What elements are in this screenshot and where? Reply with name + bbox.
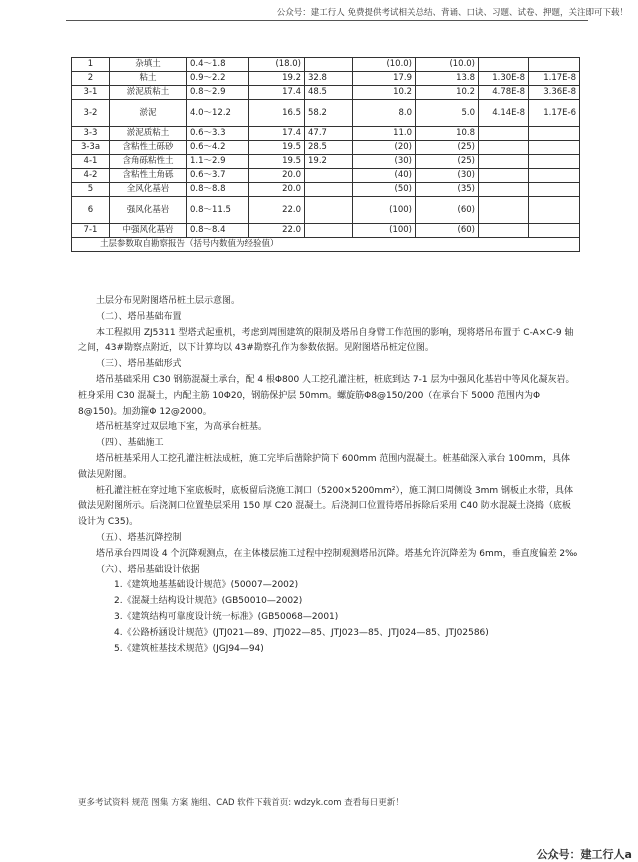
table-cell: 含粘性土角砾 [110, 169, 187, 183]
table-cell: 20.0 [249, 183, 305, 197]
table-cell: 16.5 [249, 100, 305, 127]
table-cell [305, 224, 353, 238]
table-row [72, 127, 580, 141]
table-cell: 5 [72, 183, 110, 197]
table-cell: 淤泥 [110, 100, 187, 127]
table-cell: 淤泥质粘土 [110, 86, 187, 100]
table-cell [529, 141, 580, 155]
table-cell: 1.30E-8 [479, 72, 529, 86]
table-cell [529, 58, 580, 72]
reference-item: 5.《建筑桩基技术规范》(JGJ94—94) [114, 643, 264, 654]
table-cell: (20) [353, 141, 416, 155]
table-cell [479, 183, 529, 197]
table-cell: 0.8～11.5 [187, 197, 249, 224]
table-cell: 5.0 [416, 100, 479, 127]
table-row [72, 183, 580, 197]
table-cell: (50) [353, 183, 416, 197]
paragraph-post-cast-hole: 桩孔灌注桩在穿过地下室底板时，底板留后浇施工洞口（5200×5200mm²），施工洞口周侧设 3mm 钢板止水带，具体做法见附图所示。后浇洞口位置垫层采用 150 厚 C20 混凝土。后浇洞口位置待塔吊拆除后采用 C40 防水混凝土浇捣（底板设计为 C35)。 [78, 485, 573, 528]
table-cell: 淤泥质粘土 [110, 127, 187, 141]
table-cell: 含粘性土砾砂 [110, 141, 187, 155]
table-cell: 中强风化基岩 [110, 224, 187, 238]
table-cell: 4-1 [72, 155, 110, 169]
table-cell: 6 [72, 197, 110, 224]
table-cell: 17.4 [249, 86, 305, 100]
table-cell: 3-3 [72, 127, 110, 141]
table-cell: (30) [353, 155, 416, 169]
table-cell [305, 197, 353, 224]
table-cell: 0.6～3.3 [187, 127, 249, 141]
paragraph-settlement-control: 塔吊承台四周设 4 个沉降观测点，在主体楼层施工过程中控制观测塔吊沉降。塔基允许沉降差为 6mm，垂直度偏差 2‰ [96, 548, 578, 559]
paragraph-crane-layout: 本工程拟用 ZJ5311 型塔式起重机，考虑到周围建筑的限制及塔吊自身臂工作范围的影响，现将塔吊布置于 C-A×C-9 轴之间，43#勘察点附近，以下计算均以 43#勘察孔作为参数依据。见附图塔吊桩定位图。 [78, 327, 574, 354]
table-cell [529, 183, 580, 197]
table-cell: 8.0 [353, 100, 416, 127]
paragraph-pile-construction: 塔吊桩基采用人工挖孔灌注桩法成桩，施工完毕后凿除护筒下 600mm 范围内混凝土。桩基础深入承台 100mm，具体做法见附图。 [78, 453, 571, 480]
table-cell: 4-2 [72, 169, 110, 183]
header-rule [66, 20, 588, 21]
paragraph-foundation-form: 塔吊基础采用 C30 钢筋混凝土承台，配 4 根Φ800 人工挖孔灌注桩，桩底到达 7-1 层为中强风化基岩中等风化凝灰岩。桩身采用 C30 混凝土，内配主筋 10Φ20，钢筋保护层 50mm。螺旋筋Φ8@150/200（在承台下 5000 范围内为Φ 8@150)。加劲箍Φ 12@2000。 [78, 374, 575, 417]
table-cell: 58.2 [305, 100, 353, 127]
table-cell: (25) [416, 141, 479, 155]
table-cell: 10.2 [416, 86, 479, 100]
table-cell: 22.0 [249, 224, 305, 238]
table-cell: (60) [416, 197, 479, 224]
table-cell: 0.8～2.9 [187, 86, 249, 100]
table-cell: 19.5 [249, 141, 305, 155]
table-cell [479, 58, 529, 72]
table-cell: 32.8 [305, 72, 353, 86]
table-cell: 3.36E-8 [529, 86, 580, 100]
section-heading-3: （三）、塔吊基础形式 [96, 359, 182, 370]
document-body [78, 294, 578, 657]
section-heading-6: （六）、塔吊基础设计依据 [96, 564, 200, 575]
table-row [72, 58, 580, 72]
table-cell: 0.9～2.2 [187, 72, 249, 86]
table-cell: 3-2 [72, 100, 110, 127]
table-cell: (60) [416, 224, 479, 238]
table-cell: 13.8 [416, 72, 479, 86]
table-cell [479, 197, 529, 224]
table-cell [479, 224, 529, 238]
section-heading-5: （五）、塔基沉降控制 [96, 532, 182, 543]
table-cell: 0.4～1.8 [187, 58, 249, 72]
table-cell: 17.9 [353, 72, 416, 86]
page-footer: 更多考试资料 规范 图集 方案 施组、CAD 软件下载首页: wdzyk.com 查看每日更新！ [78, 798, 404, 808]
table-footnote: 土层参数取自勘察报告（括号内数值为经验值） [72, 238, 580, 252]
table-cell [529, 224, 580, 238]
table-row [72, 169, 580, 183]
table-cell [529, 197, 580, 224]
table-cell: 1.1～2.9 [187, 155, 249, 169]
table-cell [479, 127, 529, 141]
table-cell: 19.2 [305, 155, 353, 169]
table-cell: 强风化基岩 [110, 197, 187, 224]
table-cell: (35) [416, 183, 479, 197]
table-cell: 3-1 [72, 86, 110, 100]
table-cell: 1 [72, 58, 110, 72]
table-cell: (40) [353, 169, 416, 183]
table-cell [529, 155, 580, 169]
table-cell [529, 127, 580, 141]
table-row [72, 197, 580, 224]
table-cell: 全风化基岩 [110, 183, 187, 197]
reference-item: 3.《建筑结构可靠度设计统一标准》(GB50068—2001) [114, 611, 339, 622]
table-cell: 11.0 [353, 127, 416, 141]
paragraph-high-pile-cap: 塔吊桩基穿过双层地下室，为高承台桩基。 [96, 422, 268, 433]
table-cell: 7-1 [72, 224, 110, 238]
table-cell [305, 58, 353, 72]
table-cell: (18.0) [249, 58, 305, 72]
reference-item: 4.《公路桥涵设计规范》(JTJ021—89、JTJ022—85、JTJ023—85、JTJ024—85、JTJ02586) [114, 627, 489, 638]
table-cell: 杂填土 [110, 58, 187, 72]
table-cell: (100) [353, 197, 416, 224]
table-cell [479, 169, 529, 183]
table-cell [529, 169, 580, 183]
section-heading-4: （四）、基础施工 [96, 438, 164, 449]
table-row [72, 86, 580, 100]
paragraph-soil-distribution: 土层分布见附图塔吊桩土层示意图。 [96, 296, 241, 306]
table-cell: 19.5 [249, 155, 305, 169]
table-cell: (25) [416, 155, 479, 169]
table-cell: 47.7 [305, 127, 353, 141]
watermark-brand: 公众号：建工行人a [536, 848, 632, 861]
table-cell: 4.0～12.2 [187, 100, 249, 127]
section-heading-2: （二）、塔吊基础布置 [96, 311, 182, 322]
table-cell: 0.6～3.7 [187, 169, 249, 183]
table-row [72, 224, 580, 238]
soil-parameter-table [71, 57, 580, 252]
table-cell: 0.6～4.2 [187, 141, 249, 155]
table-cell: 0.8～8.4 [187, 224, 249, 238]
table-cell: 1.17E-6 [529, 100, 580, 127]
table-cell: (100) [353, 224, 416, 238]
reference-item: 2.《混凝土结构设计规范》(GB50010—2002) [114, 596, 303, 607]
table-cell [305, 183, 353, 197]
table-cell: 3-3a [72, 141, 110, 155]
table-cell: 1.17E-8 [529, 72, 580, 86]
table-cell: 17.4 [249, 127, 305, 141]
page-header: 公众号：建工行人 免费提供考试相关总结、背诵、口诀、习题、试卷、押题，关注即可下载！ [276, 8, 628, 18]
table-row [72, 155, 580, 169]
table-cell: (10.0) [353, 58, 416, 72]
reference-item: 1.《建筑地基基础设计规范》(50007—2002) [114, 580, 299, 591]
table-cell: 2 [72, 72, 110, 86]
table-cell [479, 155, 529, 169]
table-cell: 10.2 [353, 86, 416, 100]
table-cell: 20.0 [249, 169, 305, 183]
table-cell: 含角砾粘性土 [110, 155, 187, 169]
table-cell [305, 169, 353, 183]
table-cell: 10.8 [416, 127, 479, 141]
table-cell [479, 141, 529, 155]
table-cell: 4.14E-8 [479, 100, 529, 127]
table-row [72, 100, 580, 127]
table-cell: 48.5 [305, 86, 353, 100]
table-cell: 粘土 [110, 72, 187, 86]
table-cell: 19.2 [249, 72, 305, 86]
table-cell: 0.8～8.8 [187, 183, 249, 197]
table-cell: 28.5 [305, 141, 353, 155]
table-cell: (10.0) [416, 58, 479, 72]
table-cell: 22.0 [249, 197, 305, 224]
table-cell: 4.78E-8 [479, 86, 529, 100]
table-row [72, 72, 580, 86]
table-row [72, 141, 580, 155]
table-cell: (30) [416, 169, 479, 183]
